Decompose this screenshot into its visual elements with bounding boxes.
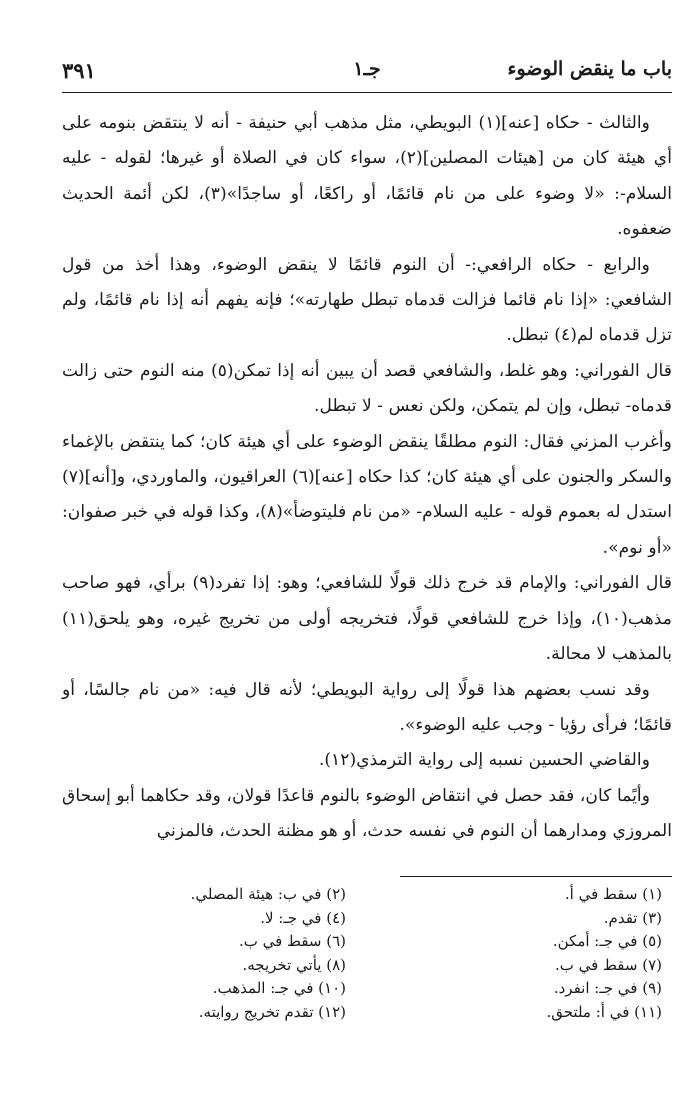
paragraph: والقاضي الحسين نسبه إلى رواية الترمذي(١٢). (318, 750, 650, 771)
header-rule (62, 92, 672, 93)
footnote: (٣) تقدم. (603, 908, 662, 927)
volume-label: جـ١ (353, 58, 381, 80)
footnote: (١) سقط في أ. (564, 885, 662, 903)
paragraph: والرابع - حكاه الرافعي:- أن النوم قائمًا لا ينقض الوضوء، وهذا أخذ من قول الشافعي: «إذا نام قائما فزالت قدماه تبطل طهارته»؛ فإنه يفهم أنه إذا نام قائمًا، ولم تزل قدماه لم(٤) تبطل. (62, 254, 672, 346)
footnote: (٨) يأتي تخريجه. (242, 955, 346, 974)
footnote: (٦) سقط في ب. (238, 932, 346, 951)
paragraph: والثالث - حكاه [عنه](١) البويطي، مثل مذهب أبي حنيفة - أنه لا ينتقض بنومه على أي هيئة كان من [هيئات المصلين](٢)، سواء كان في الصلاة أو غيرها؛ لقوله - عليه السلام-: «لا وضوء على من نام قائمًا، أو راكعًا، أو ساجدًا»(٣)، لكن أئمة الحديث ضعفوه. (62, 113, 672, 240)
footnote: (٤) في جـ: لا. (260, 908, 346, 927)
footnote: (٩) في جـ: انفرد. (553, 979, 662, 998)
paragraph: وقد نسب بعضهم هذا قولًا إلى رواية البويطي؛ لأنه قال فيه: «من نام جالسًا، أو قائمًا؛ فرأى رؤيا - وجب عليه الوضوء». (62, 679, 672, 735)
main-text (62, 106, 672, 850)
footnote-separator (400, 876, 672, 877)
chapter-title: باب ما ينقض الوضوء (507, 58, 672, 80)
running-header (62, 56, 672, 90)
paragraph: وأغرب المزني فقال: النوم مطلقًا ينقض الوضوء على أي هيئة كان؛ كما ينتقض بالإغماء والسكر والجنون على أي هيئة كان؛ كذا حكاه [عنه](٦) العراقيون، والماوردي، و[أنه](٧) استدل له بعموم قوله - عليه السلام- «من نام فليتوضأ»(٨)، وكذا قوله في خبر صفوان: «أو نوم». (62, 431, 672, 558)
footnote: (١٢) تقدم تخريج روايته. (198, 1002, 346, 1021)
paragraph: وأيًما كان، فقد حصل في انتقاض الوضوء بالنوم قاعدًا قولان، وقد حكاهما أبو إسحاق المروزي ومدارهما أن النوم في نفسه حدث، أو هو مظنة الحدث، فالمزني (62, 785, 672, 842)
footnote: (٢) في ب: هيئة المصلي. (190, 885, 346, 903)
footnote: (٧) سقط في ب. (554, 955, 662, 974)
paragraph: قال الفوراني: والإمام قد خرج ذلك قولًا للشافعي؛ وهو: إذا تفرد(٩) برأي، فهو صاحب مذهب(١٠)، وإذا خرج للشافعي قولًا، فتخريجه أولى من تخريج غيره، وهو يلحق(١١) بالمذهب لا محالة. (62, 573, 672, 665)
footnotes-right-column (362, 883, 662, 1025)
footnote: (١٠) في جـ: المذهب. (212, 979, 346, 998)
page-number: ٣٩١ (62, 58, 96, 83)
footnotes-left-column (46, 883, 346, 1025)
footnote: (٥) في جـ: أمكن. (552, 932, 662, 951)
paragraph: قال الفوراني: وهو غلط، والشافعي قصد أن يبين أنه إذا تمكن(٥) منه النوم حتى زالت قدماه- تبطل، وإن لم يتمكن، ولكن نعس - لا تبطل. (62, 360, 672, 417)
footnote: (١١) في أ: ملتحق. (546, 1002, 662, 1021)
